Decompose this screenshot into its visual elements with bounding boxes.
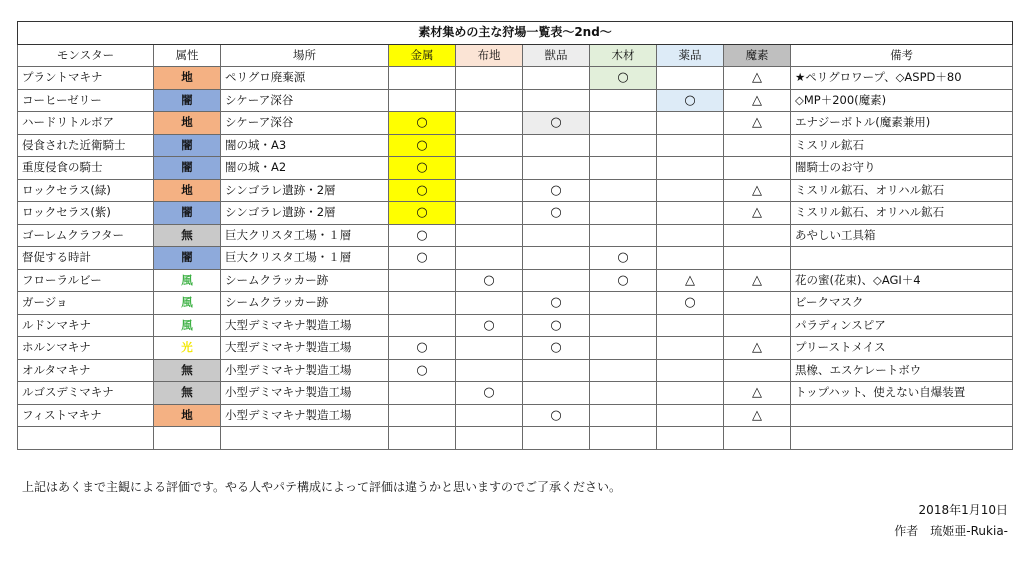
metal-rating [389, 202, 456, 225]
circle-mark: ○ [684, 295, 696, 311]
monster-name: オルタマキナ [18, 359, 154, 382]
wood-rating [590, 337, 657, 360]
medicine-rating [657, 112, 724, 135]
attribute-cell: 無 [154, 359, 221, 382]
metal-rating [389, 337, 456, 360]
place-name: 大型デミマキナ製造工場 [221, 314, 389, 337]
monster-name: フローラルビー [18, 269, 154, 292]
metal-rating [389, 314, 456, 337]
cloth-rating [456, 224, 523, 247]
metal-rating [389, 247, 456, 270]
wood-rating [590, 89, 657, 112]
monster-name: ルゴスデミマキナ [18, 382, 154, 405]
circle-mark: ○ [617, 272, 629, 288]
table-row [18, 112, 1013, 135]
table-row [18, 247, 1013, 270]
place-name: シームクラッカー跡 [221, 269, 389, 292]
note-cell [791, 404, 1013, 427]
medicine-rating [657, 382, 724, 405]
cloth-rating [456, 67, 523, 90]
cloth-rating [456, 382, 523, 405]
metal-rating [389, 382, 456, 405]
attribute-cell: 風 [154, 269, 221, 292]
circle-mark: ○ [550, 182, 562, 198]
metal-rating [389, 134, 456, 157]
medicine-rating [657, 157, 724, 180]
place-name: シームクラッカー跡 [221, 292, 389, 315]
wood-rating [590, 359, 657, 382]
header-mana: 魔素 [724, 44, 791, 67]
wood-rating [590, 134, 657, 157]
title-row [18, 22, 1013, 45]
beast-rating [523, 112, 590, 135]
triangle-mark: △ [752, 407, 762, 423]
circle-mark: ○ [416, 160, 428, 176]
note-cell: 闇騎士のお守り [791, 157, 1013, 180]
beast-rating [523, 134, 590, 157]
header-attribute: 属性 [154, 44, 221, 67]
header-medicine: 薬品 [657, 44, 724, 67]
circle-mark: ○ [550, 115, 562, 131]
circle-mark: ○ [550, 407, 562, 423]
monster-name: ハードリトルボア [18, 112, 154, 135]
note-cell [791, 247, 1013, 270]
monster-name: ロックセラス(紫) [18, 202, 154, 225]
cloth-rating [456, 247, 523, 270]
wood-rating [590, 224, 657, 247]
circle-mark: ○ [416, 362, 428, 378]
metal-rating [389, 67, 456, 90]
circle-mark: ○ [617, 250, 629, 266]
table-title: 素材集めの主な狩場一覧表～2nd～ [18, 22, 1013, 45]
wood-rating [590, 112, 657, 135]
empty-cell [724, 427, 791, 450]
cloth-rating [456, 314, 523, 337]
metal-rating [389, 404, 456, 427]
circle-mark: ○ [416, 205, 428, 221]
empty-cell [791, 427, 1013, 450]
attribute-cell: 地 [154, 404, 221, 427]
monster-name: ロックセラス(緑) [18, 179, 154, 202]
attribute-cell: 地 [154, 112, 221, 135]
beast-rating [523, 179, 590, 202]
note-cell: ◇MP＋200(魔素) [791, 89, 1013, 112]
cloth-rating [456, 89, 523, 112]
monster-name: ホルンマキナ [18, 337, 154, 360]
beast-rating [523, 269, 590, 292]
monster-name: コーヒーゼリー [18, 89, 154, 112]
table-row [18, 157, 1013, 180]
medicine-rating [657, 247, 724, 270]
attribute-cell: 風 [154, 314, 221, 337]
attribute-cell: 無 [154, 224, 221, 247]
note-cell: トップハット、使えない自爆装置 [791, 382, 1013, 405]
circle-mark: ○ [483, 385, 495, 401]
beast-rating [523, 337, 590, 360]
note-cell: 花の蜜(花束)、◇AGI＋4 [791, 269, 1013, 292]
place-name: 巨大クリスタ工場・１層 [221, 247, 389, 270]
beast-rating [523, 202, 590, 225]
medicine-rating [657, 337, 724, 360]
header-notes: 備考 [791, 44, 1013, 67]
wood-rating [590, 157, 657, 180]
triangle-mark: △ [752, 340, 762, 356]
circle-mark: ○ [416, 227, 428, 243]
medicine-rating [657, 404, 724, 427]
table-row [18, 89, 1013, 112]
medicine-rating [657, 359, 724, 382]
medicine-rating [657, 314, 724, 337]
circle-mark: ○ [483, 272, 495, 288]
table-row [18, 382, 1013, 405]
place-name: シケーア深谷 [221, 112, 389, 135]
place-name: シケーア深谷 [221, 89, 389, 112]
metal-rating [389, 359, 456, 382]
medicine-rating [657, 202, 724, 225]
attribute-cell: 地 [154, 179, 221, 202]
header-row [18, 44, 1013, 67]
table-row [18, 134, 1013, 157]
note-cell: プリーストメイス [791, 337, 1013, 360]
triangle-mark: △ [752, 385, 762, 401]
medicine-rating [657, 269, 724, 292]
table-row [18, 292, 1013, 315]
header-monster: モンスター [18, 44, 154, 67]
triangle-mark: △ [685, 272, 695, 288]
cloth-rating [456, 359, 523, 382]
beast-rating [523, 247, 590, 270]
note-cell: 黒橡、エスケレートボウ [791, 359, 1013, 382]
circle-mark: ○ [416, 115, 428, 131]
note-cell: ミスリル鉱石 [791, 134, 1013, 157]
place-name: シンゴラレ遺跡・2層 [221, 202, 389, 225]
beast-rating [523, 292, 590, 315]
beast-rating [523, 404, 590, 427]
circle-mark: ○ [416, 340, 428, 356]
cloth-rating [456, 202, 523, 225]
mana-rating [724, 247, 791, 270]
circle-mark: ○ [550, 317, 562, 333]
triangle-mark: △ [752, 205, 762, 221]
empty-cell [456, 427, 523, 450]
note-cell: ミスリル鉱石、オリハル鉱石 [791, 202, 1013, 225]
triangle-mark: △ [752, 182, 762, 198]
mana-rating [724, 337, 791, 360]
attribute-cell: 闇 [154, 202, 221, 225]
header-metal: 金属 [389, 44, 456, 67]
place-name: 大型デミマキナ製造工場 [221, 337, 389, 360]
triangle-mark: △ [752, 92, 762, 108]
cloth-rating [456, 269, 523, 292]
metal-rating [389, 224, 456, 247]
metal-rating [389, 179, 456, 202]
mana-rating [724, 224, 791, 247]
circle-mark: ○ [550, 205, 562, 221]
place-name: 巨大クリスタ工場・１層 [221, 224, 389, 247]
circle-mark: ○ [483, 317, 495, 333]
circle-mark: ○ [416, 182, 428, 198]
table-row [18, 179, 1013, 202]
medicine-rating [657, 134, 724, 157]
monster-name: ゴーレムクラフター [18, 224, 154, 247]
wood-rating [590, 202, 657, 225]
mana-rating [724, 179, 791, 202]
wood-rating [590, 179, 657, 202]
circle-mark: ○ [684, 92, 696, 108]
note-cell: ミスリル鉱石、オリハル鉱石 [791, 179, 1013, 202]
note-cell: エナジーボトル(魔素兼用) [791, 112, 1013, 135]
monster-name: ルドンマキナ [18, 314, 154, 337]
note-cell: ビークマスク [791, 292, 1013, 315]
medicine-rating [657, 224, 724, 247]
beast-rating [523, 67, 590, 90]
circle-mark: ○ [550, 340, 562, 356]
empty-cell [389, 427, 456, 450]
mana-rating [724, 314, 791, 337]
mana-rating [724, 134, 791, 157]
beast-rating [523, 224, 590, 247]
table-row [18, 337, 1013, 360]
mana-rating [724, 269, 791, 292]
header-place: 場所 [221, 44, 389, 67]
attribute-cell: 光 [154, 337, 221, 360]
place-name: シンゴラレ遺跡・2層 [221, 179, 389, 202]
mana-rating [724, 404, 791, 427]
disclaimer-note: 上記はあくまで主観による評価です。やる人やパテ構成によって評価は違うかと思いますのでご了承ください。 [22, 480, 622, 494]
attribute-cell: 闇 [154, 247, 221, 270]
monster-name: 重度侵食の騎士 [18, 157, 154, 180]
mana-rating [724, 157, 791, 180]
table-row [18, 224, 1013, 247]
attribute-cell: 風 [154, 292, 221, 315]
empty-cell [523, 427, 590, 450]
mana-rating [724, 292, 791, 315]
empty-cell [221, 427, 389, 450]
note-cell: あやしい工具箱 [791, 224, 1013, 247]
medicine-rating [657, 89, 724, 112]
mana-rating [724, 89, 791, 112]
wood-rating [590, 404, 657, 427]
header-beast: 獣品 [523, 44, 590, 67]
monster-name: ガージョ [18, 292, 154, 315]
author-label: 作者 琉姫亜-Rukia- [894, 524, 1008, 538]
mana-rating [724, 382, 791, 405]
place-name: 小型デミマキナ製造工場 [221, 382, 389, 405]
mana-rating [724, 67, 791, 90]
cloth-rating [456, 134, 523, 157]
header-wood: 木材 [590, 44, 657, 67]
date-label: 2018年1月10日 [918, 503, 1008, 517]
circle-mark: ○ [617, 70, 629, 86]
empty-cell [657, 427, 724, 450]
monster-name: 侵食された近衛騎士 [18, 134, 154, 157]
empty-cell [18, 427, 154, 450]
place-name: 闇の城・A3 [221, 134, 389, 157]
cloth-rating [456, 292, 523, 315]
cloth-rating [456, 157, 523, 180]
attribute-cell: 無 [154, 382, 221, 405]
circle-mark: ○ [416, 137, 428, 153]
empty-cell [154, 427, 221, 450]
beast-rating [523, 382, 590, 405]
empty-row [18, 427, 1013, 450]
metal-rating [389, 89, 456, 112]
wood-rating [590, 292, 657, 315]
mana-rating [724, 202, 791, 225]
wood-rating [590, 314, 657, 337]
metal-rating [389, 269, 456, 292]
table-row [18, 67, 1013, 90]
place-name: 小型デミマキナ製造工場 [221, 359, 389, 382]
cloth-rating [456, 404, 523, 427]
beast-rating [523, 314, 590, 337]
hunting-ground-table [17, 21, 1013, 450]
table-row [18, 202, 1013, 225]
metal-rating [389, 112, 456, 135]
attribute-cell: 闇 [154, 134, 221, 157]
medicine-rating [657, 292, 724, 315]
triangle-mark: △ [752, 272, 762, 288]
medicine-rating [657, 67, 724, 90]
cloth-rating [456, 112, 523, 135]
note-cell: パラディンスピア [791, 314, 1013, 337]
metal-rating [389, 157, 456, 180]
monster-name: プラントマキナ [18, 67, 154, 90]
monster-name: フィストマキナ [18, 404, 154, 427]
place-name: 闇の城・A2 [221, 157, 389, 180]
beast-rating [523, 89, 590, 112]
place-name: 小型デミマキナ製造工場 [221, 404, 389, 427]
monster-name: 督促する時計 [18, 247, 154, 270]
place-name: ペリグロ廃棄源 [221, 67, 389, 90]
header-cloth: 布地 [456, 44, 523, 67]
metal-rating [389, 292, 456, 315]
wood-rating [590, 67, 657, 90]
attribute-cell: 地 [154, 67, 221, 90]
attribute-cell: 闇 [154, 89, 221, 112]
table-row [18, 359, 1013, 382]
beast-rating [523, 157, 590, 180]
medicine-rating [657, 179, 724, 202]
mana-rating [724, 359, 791, 382]
triangle-mark: △ [752, 70, 762, 86]
table-row [18, 269, 1013, 292]
triangle-mark: △ [752, 115, 762, 131]
mana-rating [724, 112, 791, 135]
circle-mark: ○ [550, 295, 562, 311]
cloth-rating [456, 179, 523, 202]
wood-rating [590, 247, 657, 270]
wood-rating [590, 382, 657, 405]
cloth-rating [456, 337, 523, 360]
empty-cell [590, 427, 657, 450]
table-row [18, 314, 1013, 337]
note-cell: ★ペリグロワープ、◇ASPD＋80 [791, 67, 1013, 90]
wood-rating [590, 269, 657, 292]
table-row [18, 404, 1013, 427]
circle-mark: ○ [416, 250, 428, 266]
beast-rating [523, 359, 590, 382]
attribute-cell: 闇 [154, 157, 221, 180]
